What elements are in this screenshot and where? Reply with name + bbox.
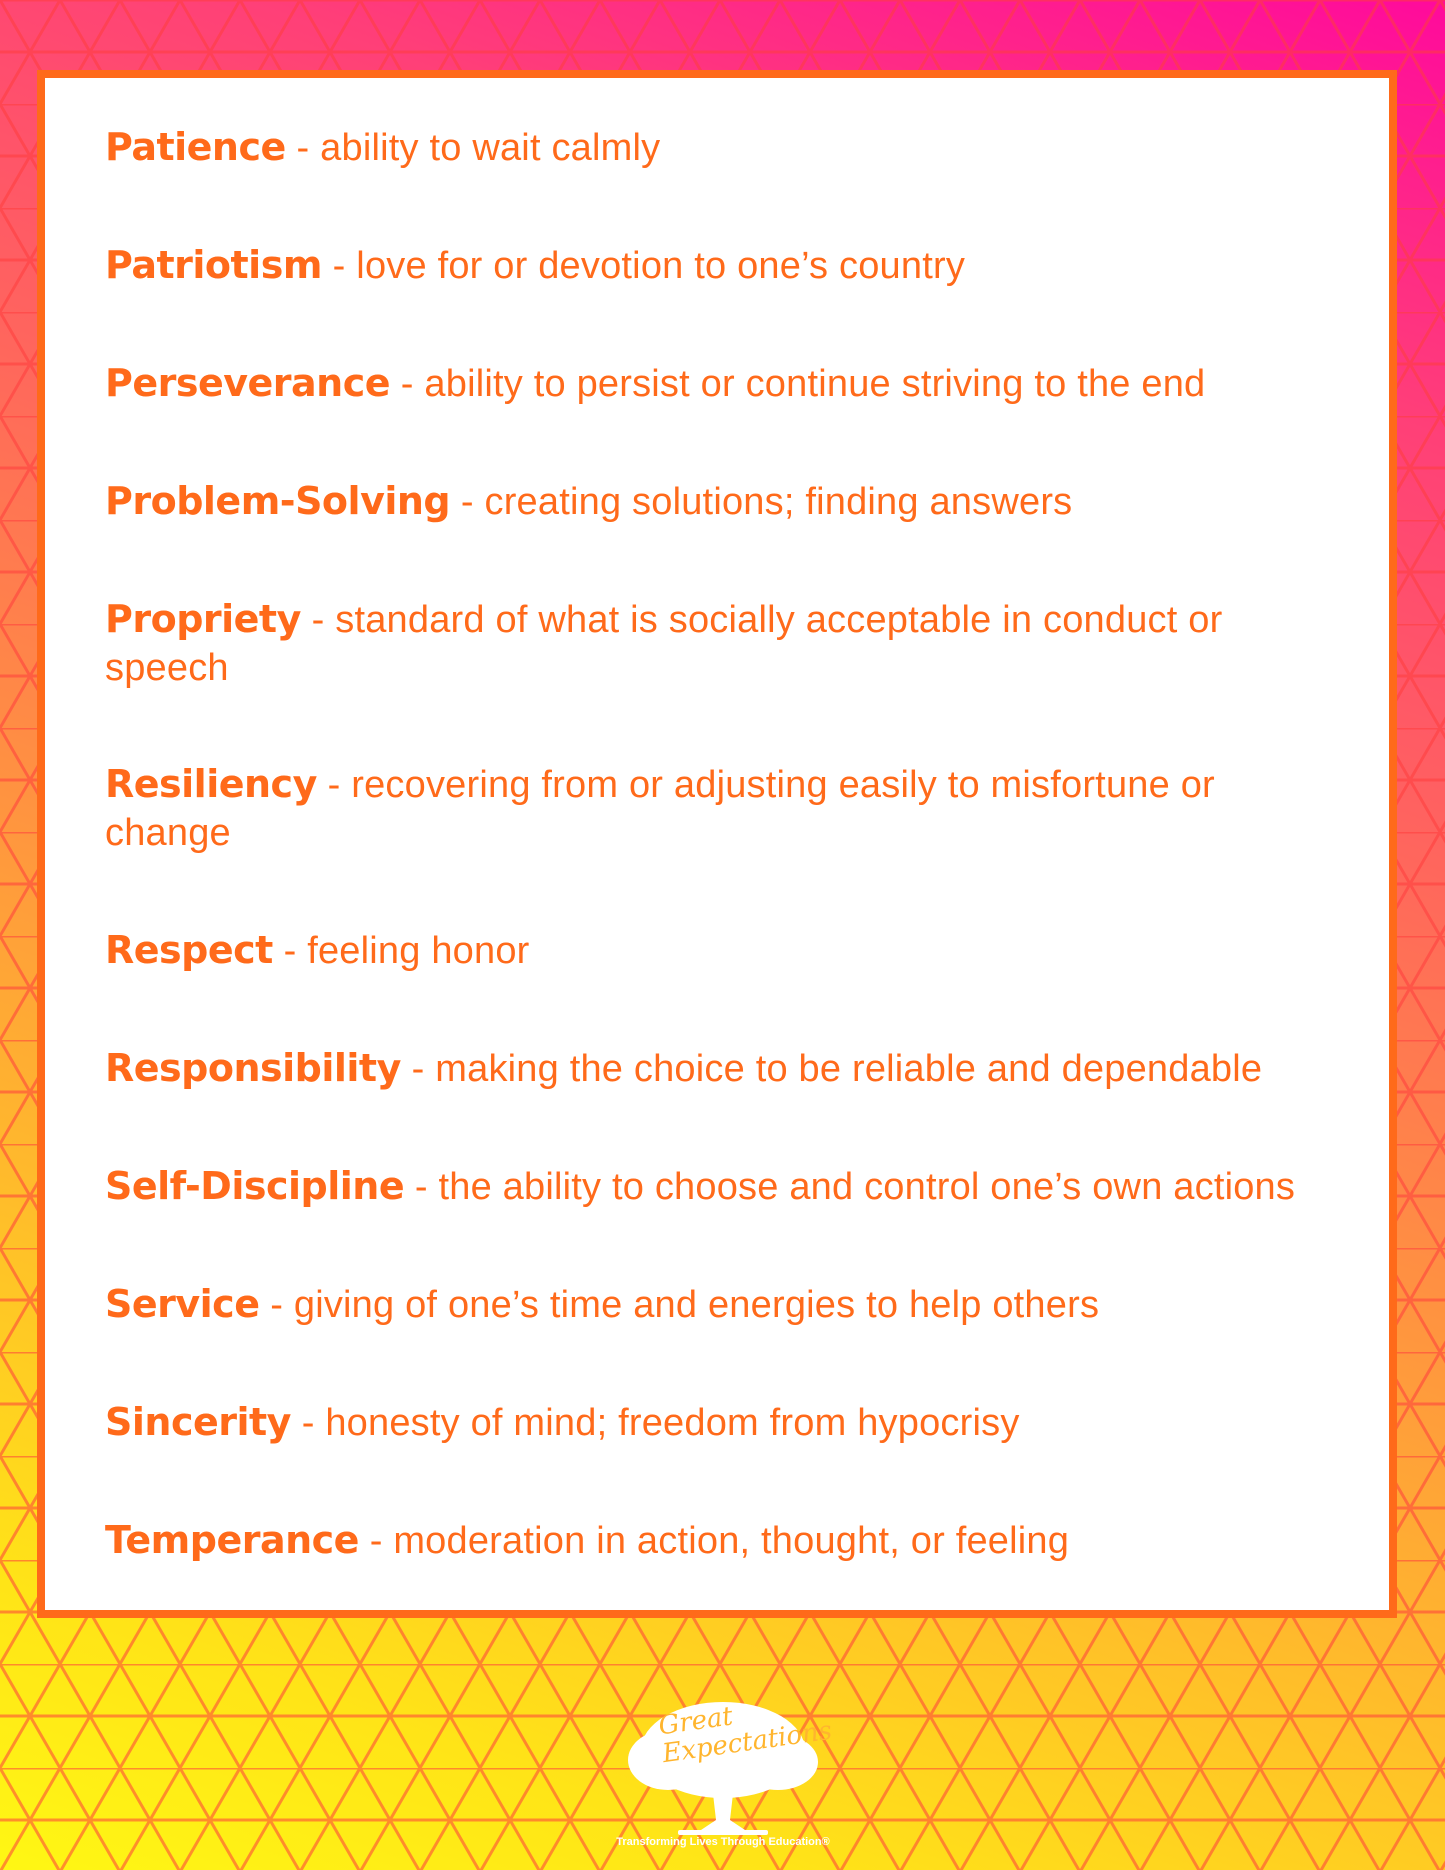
logo-tagline: Transforming Lives Through Education® bbox=[616, 1836, 830, 1848]
value-term: Perseverance bbox=[105, 361, 391, 405]
value-entry-sincerity bbox=[105, 1398, 1335, 1447]
value-separator: - bbox=[272, 930, 308, 972]
value-term: Problem-Solving bbox=[105, 479, 451, 523]
value-entry-respect bbox=[105, 926, 1335, 975]
value-entry-temperance bbox=[105, 1516, 1335, 1565]
value-separator: - bbox=[358, 1520, 394, 1562]
value-entry-problem-solving bbox=[105, 477, 1335, 526]
value-separator: - bbox=[390, 363, 425, 405]
value-definition: standard of what is socially acceptable in conduct or speech bbox=[105, 599, 1223, 689]
value-term: Patriotism bbox=[105, 243, 322, 287]
value-entry-self-discipline bbox=[105, 1162, 1335, 1211]
value-separator: - bbox=[450, 481, 485, 523]
value-separator: - bbox=[290, 1402, 326, 1444]
value-term: Propriety bbox=[105, 597, 301, 641]
logo-name: Great Expectations bbox=[656, 1701, 834, 1770]
value-definition: love for or devotion to one’s country bbox=[356, 245, 966, 287]
value-entry-service bbox=[105, 1280, 1335, 1329]
values-card bbox=[37, 70, 1397, 1618]
value-separator: - bbox=[300, 599, 336, 641]
value-separator: - bbox=[321, 245, 357, 287]
value-separator: - bbox=[404, 1166, 439, 1208]
value-entry-patience bbox=[105, 123, 1335, 172]
value-separator: - bbox=[285, 127, 321, 169]
value-definition: feeling honor bbox=[307, 930, 530, 972]
value-entry-responsibility bbox=[105, 1044, 1335, 1093]
value-definition: honesty of mind; freedom from hypocrisy bbox=[325, 1402, 1020, 1444]
value-separator: - bbox=[316, 764, 352, 806]
value-entry-propriety bbox=[105, 595, 1335, 692]
value-definition: ability to wait calmly bbox=[320, 127, 661, 169]
value-definition: recovering from or adjusting easily to misfortune or change bbox=[105, 764, 1215, 854]
value-definition: making the choice to be reliable and dependable bbox=[435, 1048, 1263, 1090]
value-definition: giving of one’s time and energies to help others bbox=[293, 1284, 1100, 1326]
value-term: Respect bbox=[105, 928, 273, 972]
value-separator: - bbox=[259, 1284, 294, 1326]
value-term: Resiliency bbox=[105, 762, 317, 806]
value-definition: ability to persist or continue striving to the end bbox=[424, 363, 1206, 405]
value-term: Patience bbox=[105, 125, 286, 169]
value-entry-resiliency bbox=[105, 760, 1335, 857]
value-definition: creating solutions; finding answers bbox=[484, 481, 1073, 523]
value-term: Self-Discipline bbox=[105, 1164, 405, 1208]
value-entry-perseverance bbox=[105, 359, 1335, 408]
value-term: Responsibility bbox=[105, 1046, 401, 1090]
value-entry-patriotism bbox=[105, 241, 1335, 290]
value-term: Temperance bbox=[105, 1518, 359, 1562]
value-definition: the ability to choose and control one’s own actions bbox=[438, 1166, 1296, 1208]
value-term: Sincerity bbox=[105, 1400, 291, 1444]
value-separator: - bbox=[400, 1048, 436, 1090]
value-definition: moderation in action, thought, or feeling bbox=[393, 1520, 1070, 1562]
value-term: Service bbox=[105, 1282, 260, 1326]
